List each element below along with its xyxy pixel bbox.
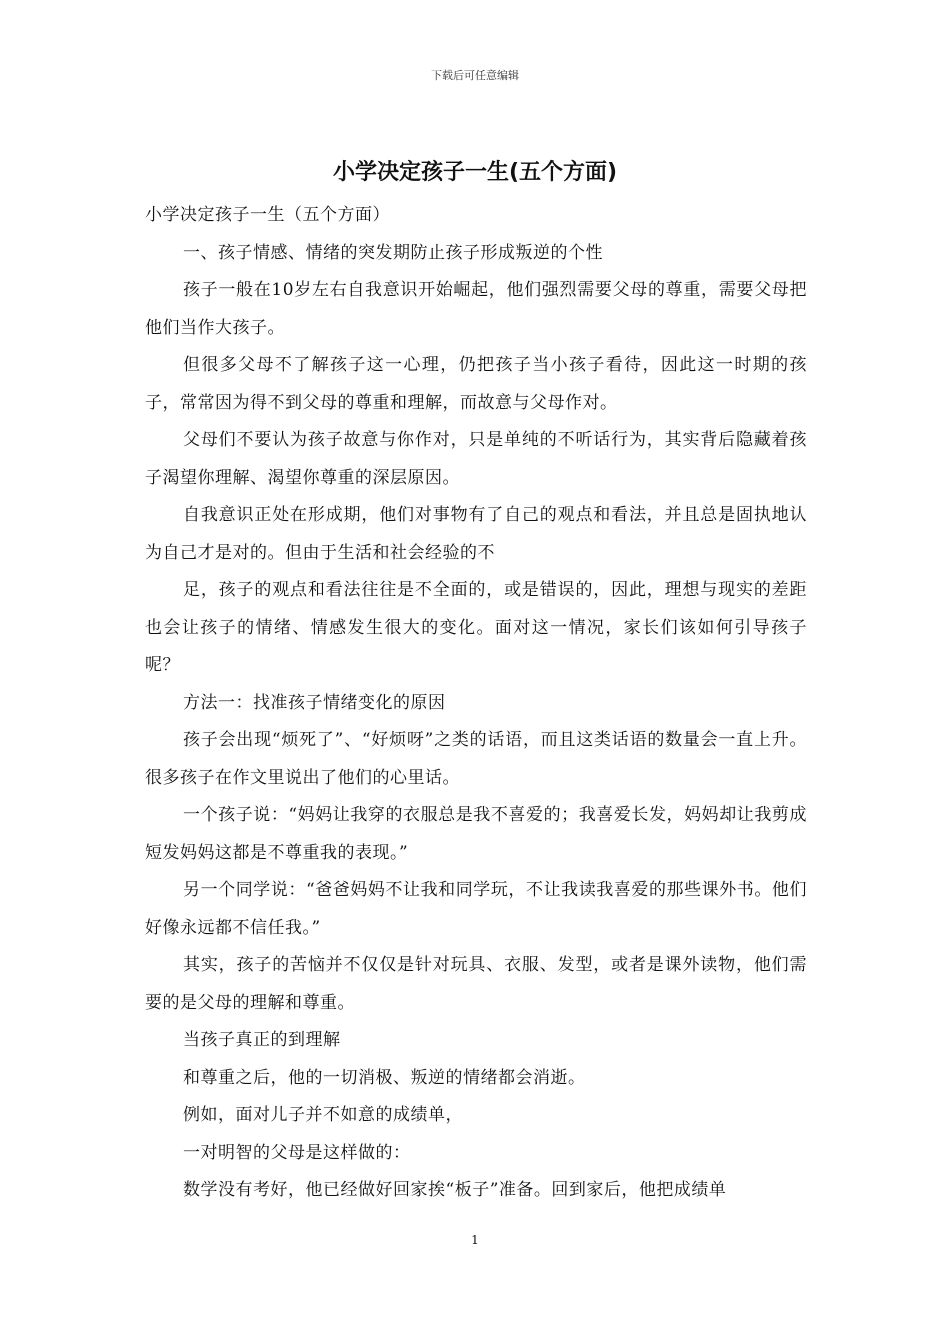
paragraph: 例如，面对儿子并不如意的成绩单， bbox=[183, 1105, 463, 1125]
document-body bbox=[145, 197, 807, 1210]
paragraph: 当孩子真正的到理解 bbox=[183, 1030, 341, 1050]
paragraph-method-heading: 方法一：找准孩子情绪变化的原因 bbox=[183, 692, 446, 713]
paragraph: 其实，孩子的苦恼并不仅仅是针对玩具、衣服、发型，或者是课外读物，他们需要的是父母的理解和尊重。 bbox=[145, 955, 807, 1013]
header-note: 下载后可任意编辑 bbox=[431, 69, 519, 82]
document-title: 小学决定孩子一生(五个方面) bbox=[332, 160, 618, 185]
paragraph: 但很多父母不了解孩子这一心理，仍把孩子当小孩子看待，因此这一时期的孩子，常常因为得不到父母的尊重和理解，而故意与父母作对。 bbox=[145, 355, 807, 413]
paragraph: 自我意识正处在形成期，他们对事物有了自己的观点和看法，并且总是固执地认为自己才是对的。但由于生活和社会经验的不 bbox=[145, 505, 807, 563]
paragraph-heading: 一、孩子情感、情绪的突发期防止孩子形成叛逆的个性 bbox=[183, 242, 603, 263]
paragraph: 孩子一般在10岁左右自我意识开始崛起，他们强烈需要父母的尊重，需要父母把他们当作大孩子。 bbox=[145, 280, 807, 338]
page-number: 1 bbox=[471, 1233, 479, 1247]
paragraph: 父母们不要认为孩子故意与你作对，只是单纯的不听话行为，其实背后隐藏着孩子渴望你理解、渴望你尊重的深层原因。 bbox=[145, 430, 807, 488]
paragraph: 和尊重之后，他的一切消极、叛逆的情绪都会消逝。 bbox=[183, 1067, 586, 1088]
paragraph: 数学没有考好，他已经做好回家挨“板子”准备。回到家后，他把成绩单 bbox=[183, 1180, 727, 1200]
paragraph: 足，孩子的观点和看法往往是不全面的，或是错误的，因此，理想与现实的差距也会让孩子的情绪、情感发生很大的变化。面对这一情况，家长们该如何引导孩子呢？ bbox=[145, 580, 807, 675]
paragraph: 另一个同学说：“爸爸妈妈不让我和同学玩，不让我读我喜爱的那些课外书。他们好像永远都不信任我。” bbox=[145, 880, 807, 938]
paragraph: 一个孩子说：“妈妈让我穿的衣服总是我不喜爱的；我喜爱长发，妈妈却让我剪成短发妈妈这都是不尊重我的表现。” bbox=[145, 805, 807, 863]
paragraph-subtitle: 小学决定孩子一生（五个方面） bbox=[145, 205, 390, 225]
paragraph: 一对明智的父母是这样做的： bbox=[183, 1142, 411, 1163]
paragraph: 孩子会出现“烦死了”、“好烦呀”之类的话语，而且这类话语的数量会一直上升。很多孩子在作文里说出了他们的心里话。 bbox=[145, 730, 807, 788]
